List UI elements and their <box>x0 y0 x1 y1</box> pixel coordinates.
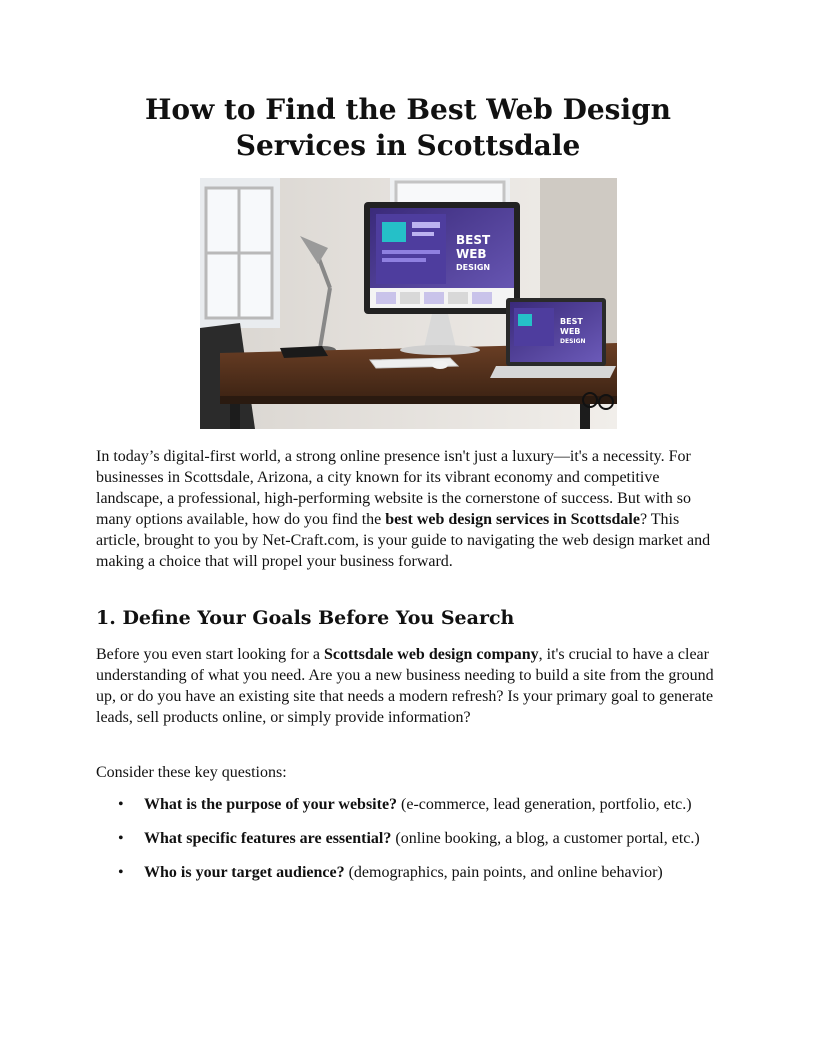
monitor-text-3: DESIGN <box>456 263 491 272</box>
bullet-icon: • <box>118 864 124 881</box>
laptop-text-3: DESIGN <box>560 338 586 345</box>
list-item: • Who is your target audience? (demographics, pain points, and online behavior) <box>118 864 663 881</box>
hero-image <box>200 178 617 429</box>
list-item: • What is the purpose of your website? (e-commerce, lead generation, portfolio, etc.) <box>118 796 692 813</box>
questions-intro: Consider these key questions: <box>96 764 287 781</box>
questions-list <box>96 794 724 896</box>
laptop-text-1: BEST <box>560 317 583 326</box>
section-paragraph: Before you even start looking for a Scottsdale web design company, it's crucial to have a clear understanding of what you need. Are you a new business needing to build a site from the ground up, or do you have an existing site that needs a modern refresh? Is your primary goal to generate leads, sell products online, or simply provide information? <box>96 646 714 726</box>
intro-paragraph: In today’s digital-first world, a strong online presence isn't just a luxury—it's a necessity. For businesses in Scottsdale, Arizona, a city known for its vibrant economy and competitive landscape, a professional, high-performing website is the cornerstone of success. But with so many options available, how do you find the best web design services in Scottsdale? This article, brought to you by Net-Craft.com, is your guide to navigating the web design market and making a choice that will propel your business forward. <box>96 448 711 570</box>
laptop-text-2: WEB <box>560 327 581 336</box>
monitor-text-1: BEST <box>456 233 491 247</box>
list-item: • What specific features are essential? (online booking, a blog, a customer portal, etc.) <box>118 830 700 847</box>
bullet-icon: • <box>118 830 124 847</box>
intro-bold-phrase: best web design services in Scottsdale <box>385 511 640 528</box>
monitor-text-2: WEB <box>456 247 487 261</box>
section-bold-phrase: Scottsdale web design company <box>323 646 539 663</box>
article-title: How to Find the Best Web Design Services in Scottsdale <box>144 93 672 162</box>
section-heading: 1. Define Your Goals Before You Search <box>96 607 515 629</box>
bullet-icon: • <box>118 796 124 813</box>
